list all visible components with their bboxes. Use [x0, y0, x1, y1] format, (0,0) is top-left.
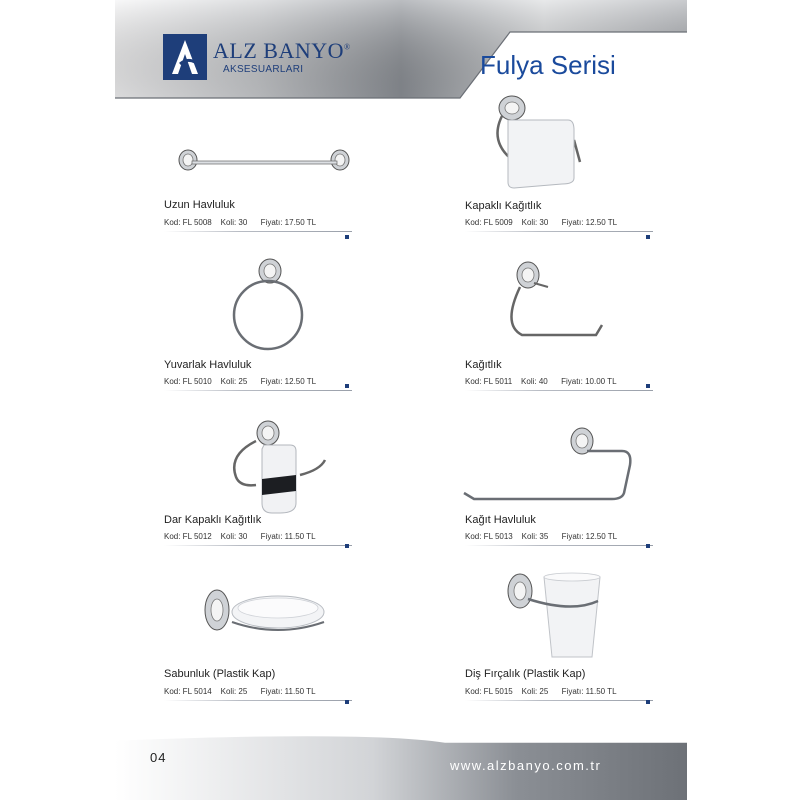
logo-mark	[163, 34, 207, 80]
product-code: Kod: FL 5015	[465, 687, 513, 696]
divider	[164, 390, 352, 391]
product-price: Fiyatı: 12.50 TL	[561, 532, 618, 541]
soap-dish-icon	[160, 580, 360, 650]
product-code: Kod: FL 5014	[164, 687, 212, 696]
product-price: Fiyatı: 12.50 TL	[260, 377, 317, 386]
bullet-square	[345, 384, 349, 388]
product-info	[465, 532, 617, 541]
bullet-square	[646, 384, 650, 388]
divider	[164, 231, 352, 232]
product-price: Fiyatı: 11.50 TL	[260, 687, 316, 696]
product-name: Diş Fırçalık (Plastik Kap)	[465, 668, 586, 680]
product-name: Sabunluk (Plastik Kap)	[164, 668, 276, 680]
product-name: Kağıt Havluluk	[465, 514, 536, 526]
bullet-square	[345, 235, 349, 239]
bullet-square	[345, 700, 349, 704]
divider	[465, 700, 653, 701]
product-box-qty: Koli: 40	[521, 377, 548, 386]
product-price: Fiyatı: 17.50 TL	[260, 218, 317, 227]
towel-ring-icon	[160, 255, 360, 355]
bullet-square	[646, 700, 650, 704]
product-name: Uzun Havluluk	[164, 199, 235, 211]
divider	[465, 231, 653, 232]
product-box-qty: Koli: 25	[220, 687, 248, 696]
product-name: Kapaklı Kağıtlık	[465, 200, 542, 212]
bullet-square	[646, 235, 650, 239]
brand-name: ALZ BANYO®	[213, 38, 351, 63]
product-info	[465, 687, 617, 696]
product-info	[164, 218, 316, 227]
paper-holder-icon	[462, 255, 612, 355]
towel-bar-icon	[160, 135, 360, 185]
product-info	[465, 377, 617, 386]
product-info	[164, 687, 316, 696]
bullet-square	[646, 544, 650, 548]
product-code: Kod: FL 5008	[164, 218, 212, 227]
product-name: Kağıtlık	[465, 359, 502, 371]
website-url[interactable]: www.alzbanyo.com.tr	[450, 758, 602, 773]
brand-subtitle: AKSESUARLARI	[223, 64, 304, 75]
product-info	[465, 218, 617, 227]
product-code: Kod: FL 5010	[164, 377, 212, 386]
product-name: Dar Kapaklı Kağıtlık	[164, 514, 262, 526]
product-price: Fiyatı: 12.50 TL	[561, 218, 618, 227]
product-box-qty: Koli: 30	[220, 218, 248, 227]
product-price: Fiyatı: 10.00 TL	[561, 377, 617, 386]
product-code: Kod: FL 5009	[465, 218, 513, 227]
divider	[164, 700, 352, 701]
product-box-qty: Koli: 25	[521, 687, 549, 696]
product-code: Kod: FL 5011	[465, 377, 513, 386]
toothbrush-holder-icon	[462, 565, 662, 660]
product-code: Kod: FL 5012	[164, 532, 212, 541]
product-box-qty: Koli: 30	[220, 532, 248, 541]
product-box-qty: Koli: 30	[521, 218, 549, 227]
product-info	[164, 532, 316, 541]
product-price: Fiyatı: 11.50 TL	[561, 687, 617, 696]
divider	[465, 545, 653, 546]
catalog-page	[115, 0, 687, 800]
product-box-qty: Koli: 35	[521, 532, 549, 541]
product-info	[164, 377, 316, 386]
product-box-qty: Koli: 25	[220, 377, 248, 386]
page-number: 04	[150, 750, 167, 765]
divider	[164, 545, 352, 546]
header-band	[115, 0, 687, 100]
bullet-square	[345, 544, 349, 548]
paper-towel-holder-icon	[462, 415, 662, 515]
product-price: Fiyatı: 11.50 TL	[260, 532, 316, 541]
divider	[465, 390, 653, 391]
product-name: Yuvarlak Havluluk	[164, 359, 252, 371]
narrow-covered-paper-holder-icon	[160, 415, 360, 515]
series-title: Fulya Serisi	[480, 50, 616, 80]
covered-paper-holder-icon	[462, 90, 592, 200]
product-code: Kod: FL 5013	[465, 532, 513, 541]
